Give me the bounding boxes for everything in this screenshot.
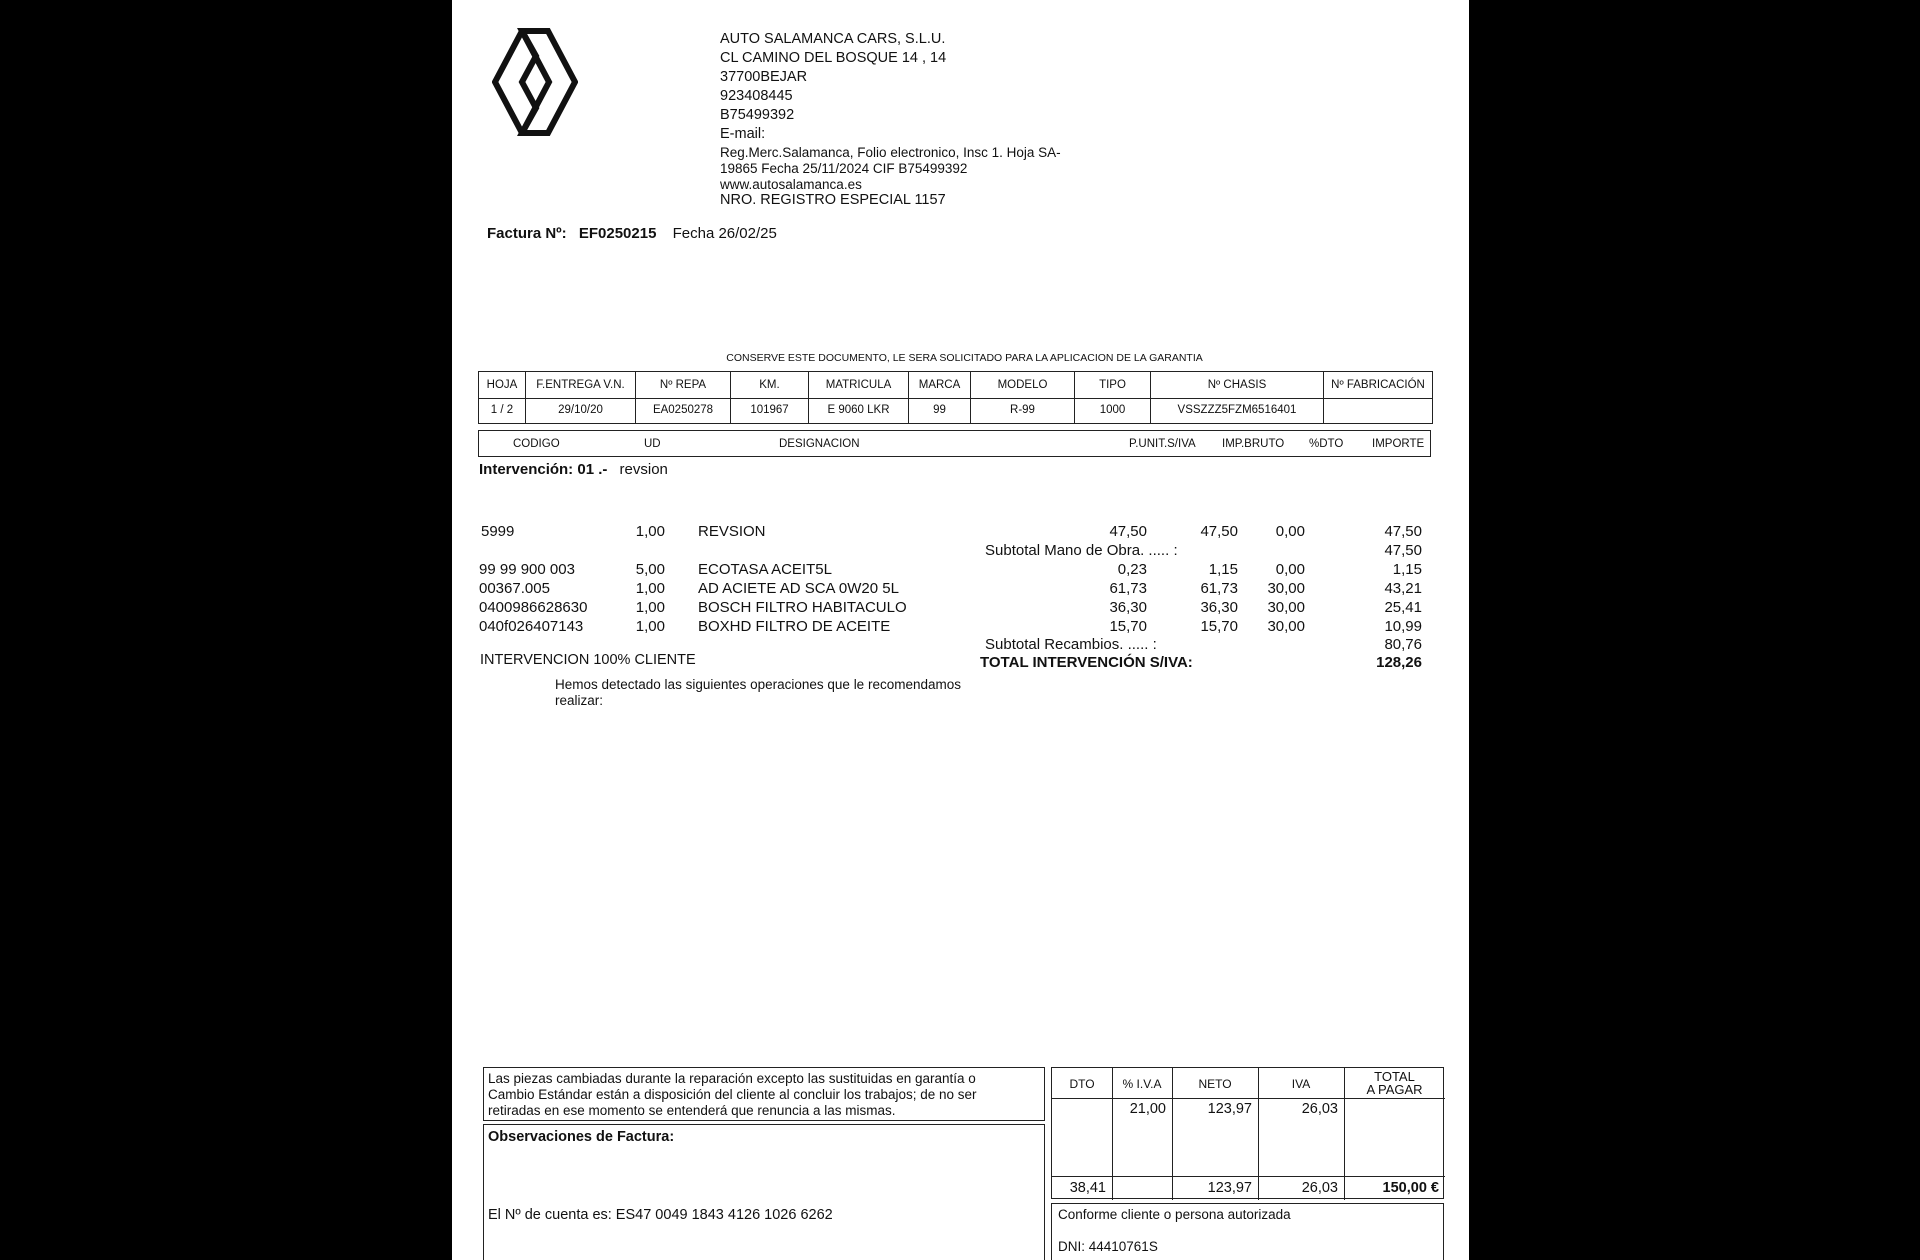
part-designation: BOXHD FILTRO DE ACEITE: [698, 618, 891, 635]
part-amount: 1,15: [1392, 561, 1422, 578]
items-table-header: [478, 430, 1431, 457]
part-discount: 30,00: [1267, 580, 1305, 597]
part-ud: 1,00: [635, 618, 665, 635]
items-header-gross: IMP.BRUTO: [1222, 438, 1285, 450]
disclaimer-line1: Las piezas cambiadas durante la reparación excepto las sustituidas en garantía o: [488, 1071, 976, 1086]
totals-header-dto: DTO: [1069, 1077, 1095, 1091]
company-registry-line1: Reg.Merc.Salamanca, Folio electronico, Insc 1. Hoja SA-: [720, 145, 1061, 160]
part-gross: 36,30: [1200, 599, 1238, 616]
part-unit-price: 36,30: [1109, 599, 1147, 616]
vehicle-value-cell: 1000: [1075, 397, 1151, 423]
observations-label: Observaciones de Factura:: [488, 1129, 675, 1145]
invoice-number-label: Factura Nº:: [487, 225, 567, 242]
labour-gross: 47,50: [1200, 523, 1238, 540]
vehicle-value-cell: [1324, 397, 1432, 423]
vehicle-header-cell: Nº FABRICACIÓN: [1331, 379, 1425, 391]
vehicle-header-cell: MATRICULA: [809, 372, 909, 398]
part-amount: 43,21: [1384, 580, 1422, 597]
total-to-pay-value: 150,00 €: [1382, 1180, 1439, 1196]
part-designation: ECOTASA ACEIT5L: [698, 561, 832, 578]
vehicle-header-cell: F.ENTREGA V.N.: [526, 372, 636, 398]
disclaimer-box: [483, 1067, 1045, 1121]
part-designation: BOSCH FILTRO HABITACULO: [698, 599, 907, 616]
vehicle-value-cell: 101967: [731, 397, 809, 423]
intervention-description: revsion: [619, 461, 668, 478]
disclaimer-line3: retiradas en ese momento se entenderá que renuncia a las mismas.: [488, 1103, 896, 1118]
labour-unit-price: 47,50: [1109, 523, 1147, 540]
part-code: 00367.005: [479, 580, 550, 597]
sum-discount-value: 38,41: [1069, 1180, 1106, 1196]
part-code: 99 99 900 003: [479, 561, 575, 578]
vehicle-header-cell: TIPO: [1075, 372, 1151, 398]
part-gross: 15,70: [1200, 618, 1238, 635]
vehicle-value-cell: 99: [909, 397, 971, 423]
part-discount: 30,00: [1267, 599, 1305, 616]
totals-header-total: [1344, 1070, 1445, 1096]
part-discount: 0,00: [1275, 561, 1305, 578]
vehicle-header-cell: Nº REPA: [636, 372, 731, 398]
part-gross: 1,15: [1208, 561, 1238, 578]
vehicle-header-cell: MODELO: [971, 372, 1075, 398]
vehicle-value-cell: R-99: [971, 397, 1075, 423]
company-special-registry: NRO. REGISTRO ESPECIAL 1157: [720, 192, 946, 208]
labour-amount: 47,50: [1384, 523, 1422, 540]
client-note: INTERVENCION 100% CLIENTE: [480, 652, 696, 668]
parts-subtotal-label: Subtotal Recambios. ..... :: [985, 636, 1157, 653]
client-dni: DNI: 44410761S: [1058, 1239, 1158, 1254]
part-ud: 5,00: [635, 561, 665, 578]
labour-designation: REVSION: [698, 523, 766, 540]
parts-subtotal-value: 80,76: [1384, 636, 1422, 653]
totals-header-divider: [1052, 1098, 1445, 1099]
items-header-code: CODIGO: [513, 438, 560, 450]
total-intervention-value: 128,26: [1376, 654, 1422, 671]
warranty-notice: CONSERVE ESTE DOCUMENTO, LE SERA SOLICITADO PARA LA APLICACION DE LA GARANTIA: [726, 352, 1203, 364]
part-code: 040f026407143: [479, 618, 584, 635]
invoice-number-line: [487, 225, 777, 242]
vehicle-value-cell: 29/10/20: [526, 397, 636, 423]
items-header-designation: DESIGNACION: [779, 438, 860, 450]
renault-logo-icon: [492, 28, 578, 136]
company-email-label: E-mail:: [720, 126, 766, 142]
invoice-number: EF0250215: [578, 225, 657, 242]
vehicle-table-header: [478, 371, 1433, 399]
bank-account: El Nº de cuenta es: ES47 0049 1843 4126 1026 6262: [488, 1207, 833, 1223]
vehicle-header-cell: Nº CHASIS: [1151, 372, 1324, 398]
totals-header-vat-rate: % I.V.A: [1122, 1077, 1162, 1091]
vat-net-value: 123,97: [1207, 1101, 1252, 1117]
vehicle-table-values: [478, 397, 1433, 424]
company-name: AUTO SALAMANCA CARS, S.L.U.: [720, 31, 946, 47]
part-ud: 1,00: [635, 599, 665, 616]
intervention-title: [479, 461, 668, 478]
part-unit-price: 61,73: [1109, 580, 1147, 597]
part-ud: 1,00: [635, 580, 665, 597]
labour-subtotal-label: Subtotal Mano de Obra. ..... :: [985, 542, 1178, 559]
items-header-unit-price: P.UNIT.S/IVA: [1129, 438, 1196, 450]
part-discount: 30,00: [1267, 618, 1305, 635]
invoice-page: [452, 0, 1469, 1260]
part-unit-price: 0,23: [1117, 561, 1147, 578]
vat-rate-value: 21,00: [1129, 1101, 1166, 1117]
part-gross: 61,73: [1200, 580, 1238, 597]
items-header-ud: UD: [644, 438, 661, 450]
observations-box: [483, 1124, 1045, 1260]
company-website: www.autosalamanca.es: [720, 177, 862, 192]
labour-ud: 1,00: [635, 523, 665, 540]
company-phone: 923408445: [720, 88, 793, 104]
items-header-discount: %DTO: [1309, 438, 1344, 450]
invoice-date: Fecha 26/02/25: [672, 225, 777, 242]
part-code: 0400986628630: [479, 599, 588, 616]
vehicle-header-cell: KM.: [731, 372, 809, 398]
labour-code: 5999: [481, 523, 515, 540]
company-city: 37700BEJAR: [720, 69, 808, 85]
company-address: CL CAMINO DEL BOSQUE 14 , 14: [720, 50, 947, 66]
vehicle-value-cell: E 9060 LKR: [809, 397, 909, 423]
company-tax-id: B75499392: [720, 107, 795, 123]
company-registry-line2: 19865 Fecha 25/11/2024 CIF B75499392: [720, 161, 968, 176]
vehicle-value-cell: 1 / 2: [479, 397, 526, 423]
signature-box: [1051, 1203, 1444, 1260]
intervention-label: Intervención: 01 .-: [479, 461, 608, 478]
sum-net-value: 123,97: [1207, 1180, 1252, 1196]
totals-header-vat: IVA: [1291, 1077, 1311, 1091]
totals-header-total-line2: A PAGAR: [1366, 1082, 1423, 1097]
part-amount: 25,41: [1384, 599, 1422, 616]
signature-label: Conforme cliente o persona autorizada: [1058, 1207, 1291, 1222]
labour-discount: 0,00: [1275, 523, 1305, 540]
part-amount: 10,99: [1384, 618, 1422, 635]
part-designation: AD ACIETE AD SCA 0W20 5L: [698, 580, 899, 597]
items-header-amount: IMPORTE: [1372, 438, 1425, 450]
vehicle-header-cell: MARCA: [909, 372, 971, 398]
vat-amount-value: 26,03: [1301, 1101, 1338, 1117]
vehicle-value-cell: VSSZZZ5FZM6516401: [1151, 397, 1324, 423]
sum-vat-value: 26,03: [1301, 1180, 1338, 1196]
recommendation-line1: Hemos detectado las siguientes operaciones que le recomendamos: [555, 677, 961, 692]
part-unit-price: 15,70: [1109, 618, 1147, 635]
disclaimer-line2: Cambio Estándar están a disposición del cliente al concluir los trabajos; de no ser: [488, 1087, 977, 1102]
totals-bottom-divider: [1052, 1176, 1445, 1177]
total-intervention-label: TOTAL INTERVENCIÓN S/IVA:: [980, 654, 1193, 671]
labour-subtotal-value: 47,50: [1384, 542, 1422, 559]
vehicle-header-cell: HOJA: [479, 372, 526, 398]
recommendation-line2: realizar:: [555, 693, 604, 708]
totals-box: [1051, 1067, 1444, 1199]
totals-header-net: NETO: [1198, 1077, 1232, 1091]
vehicle-value-cell: EA0250278: [636, 397, 731, 423]
totals-header-total-line1: TOTAL: [1374, 1069, 1415, 1084]
